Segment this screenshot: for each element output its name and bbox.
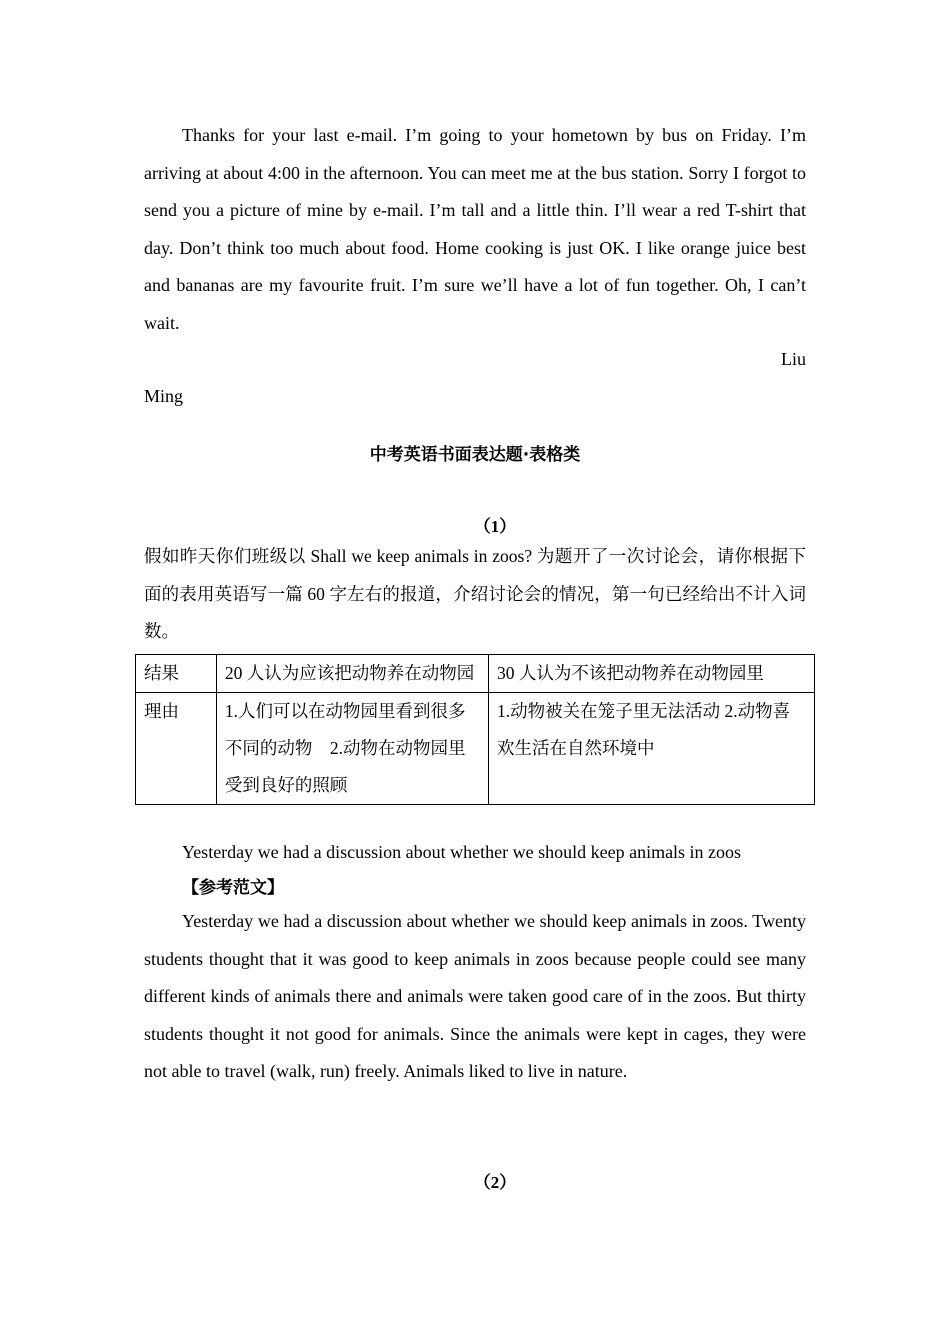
table-cell-label: 结果 <box>136 655 217 693</box>
table-cell: 1.人们可以在动物园里看到很多不同的动物 2.动物在动物园里受到良好的照顾 <box>216 693 488 805</box>
table-row <box>136 655 815 693</box>
reference-text: Yesterday we had a discussion about whether we should keep animals in zoos. Twenty students thought that it was good to keep animals in zoos because people could see many different kinds of animals there and animals were taken good care of in the zoos. But thirty students thought it not good for animals. Since the animals were kept in cages, they were not able to travel (walk, run) freely. Animals liked to live in nature. <box>144 911 806 1081</box>
section-title: 中考英语书面表达题·表格类 <box>369 445 581 465</box>
given-first-sentence: Yesterday we had a discussion about whether we should keep animals in zoos <box>182 842 742 862</box>
table-cell: 30 人认为不该把动物养在动物园里 <box>489 655 815 693</box>
signature-first-name: Liu <box>781 349 806 369</box>
table-cell-label: 理由 <box>136 693 217 805</box>
question-1-instructions: 假如昨天你们班级以 Shall we keep animals in zoos? 为题开了一次讨论会，请你根据下面的表用英语写一篇 60 字左右的报道，介绍讨论会的情况，第一句已经给出不计入词数。 <box>144 546 806 641</box>
question-1-table <box>135 654 815 805</box>
question-1-number: （1） <box>473 517 517 536</box>
table-row <box>136 693 815 805</box>
question-2-number: （2） <box>473 1173 517 1192</box>
table-cell: 20 人认为应该把动物养在动物园 <box>216 655 488 693</box>
table-cell: 1.动物被关在笼子里无法活动 2.动物喜欢生活在自然环境中 <box>489 693 815 805</box>
signature-last-name: Ming <box>144 386 184 406</box>
letter-body: Thanks for your last e-mail. I’m going to your hometown by bus on Friday. I’m arriving at about 4:00 in the afternoon. You can meet me at the bus station. Sorry I forgot to send you a picture of mine by e-mail. I’m tall and a little thin. I’ll wear a red T-shirt that day. Don’t think too much about food. Home cooking is just OK. I like orange juice best and bananas are my favourite fruit. I’m sure we’ll have a lot of fun together. Oh, I can’t wait. <box>144 125 806 333</box>
reference-label: 【参考范文】 <box>182 878 284 898</box>
